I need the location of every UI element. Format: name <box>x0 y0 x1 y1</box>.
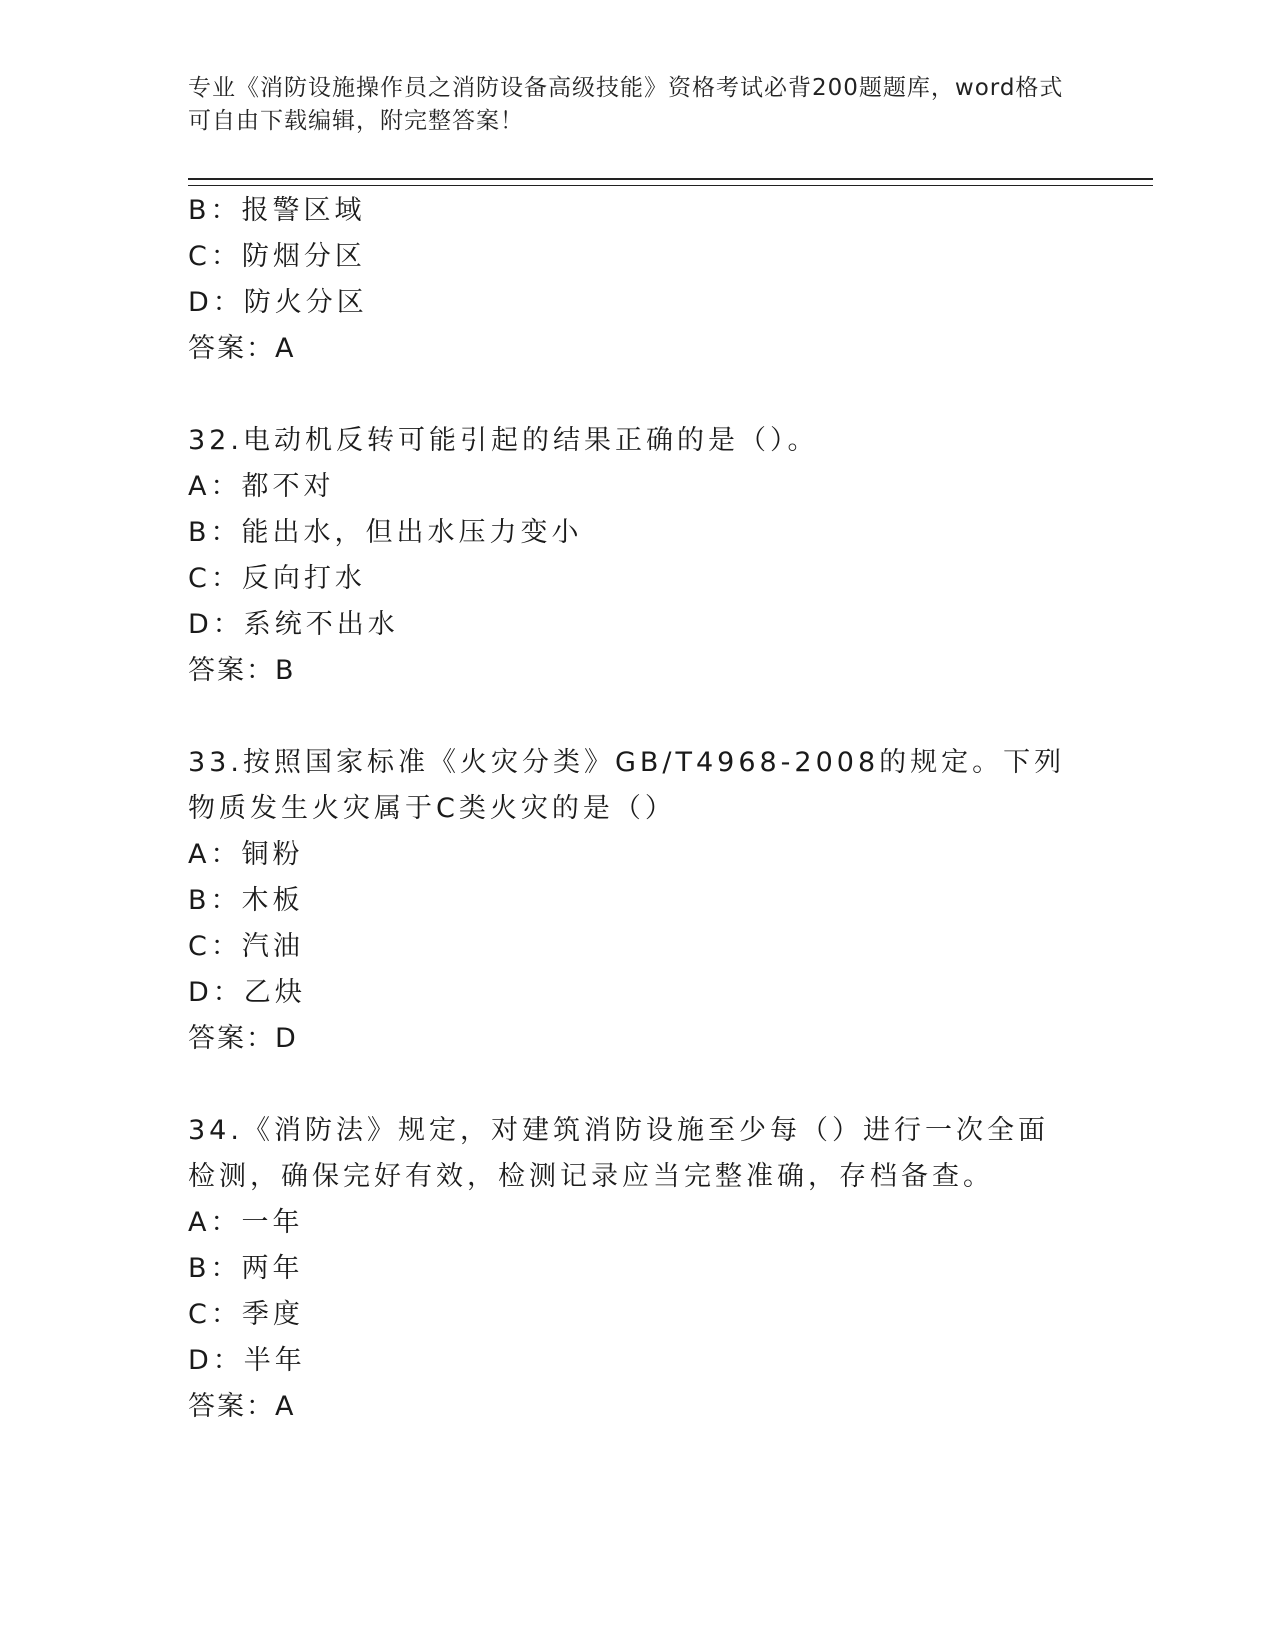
option-d: D：半年 <box>188 1345 306 1376</box>
question-block-prev <box>188 188 1068 372</box>
answer-line: 答案：B <box>188 655 296 686</box>
option-c: C：防烟分区 <box>188 241 366 272</box>
question-text: 34.《消防法》规定，对建筑消防设施至少每（）进行一次全面检测，确保完好有效，检测记录应当完整准确，存档备查。 <box>188 1115 1049 1192</box>
option-b: B：木板 <box>188 885 304 916</box>
answer-line: 答案：A <box>188 333 296 364</box>
header-divider <box>188 178 1153 186</box>
question-block-33 <box>188 740 1068 1062</box>
answer-line: 答案：D <box>188 1023 298 1054</box>
option-a: A：一年 <box>188 1207 304 1238</box>
answer-line: 答案：A <box>188 1391 296 1422</box>
question-block-32 <box>188 418 1068 694</box>
question-block-34 <box>188 1108 1068 1430</box>
option-b: B：报警区域 <box>188 195 366 226</box>
option-b: B：两年 <box>188 1253 304 1284</box>
document-body <box>188 188 1068 1430</box>
option-c: C：汽油 <box>188 931 304 962</box>
option-d: D：防火分区 <box>188 287 368 318</box>
option-c: C：反向打水 <box>188 563 366 594</box>
option-c: C：季度 <box>188 1299 304 1330</box>
option-d: D：系统不出水 <box>188 609 399 640</box>
option-b: B：能出水，但出水压力变小 <box>188 517 583 548</box>
document-header: 专业《消防设施操作员之消防设备高级技能》资格考试必背200题题库，word格式可自由下载编辑，附完整答案！ <box>188 75 1064 134</box>
option-d: D：乙炔 <box>188 977 306 1008</box>
question-text: 33.按照国家标准《火灾分类》GB/T4968-2008的规定。下列物质发生火灾属于C类火灾的是（） <box>188 747 1066 824</box>
option-a: A：铜粉 <box>188 839 304 870</box>
option-a: A：都不对 <box>188 471 335 502</box>
question-text: 32.电动机反转可能引起的结果正确的是（）。 <box>188 425 819 456</box>
